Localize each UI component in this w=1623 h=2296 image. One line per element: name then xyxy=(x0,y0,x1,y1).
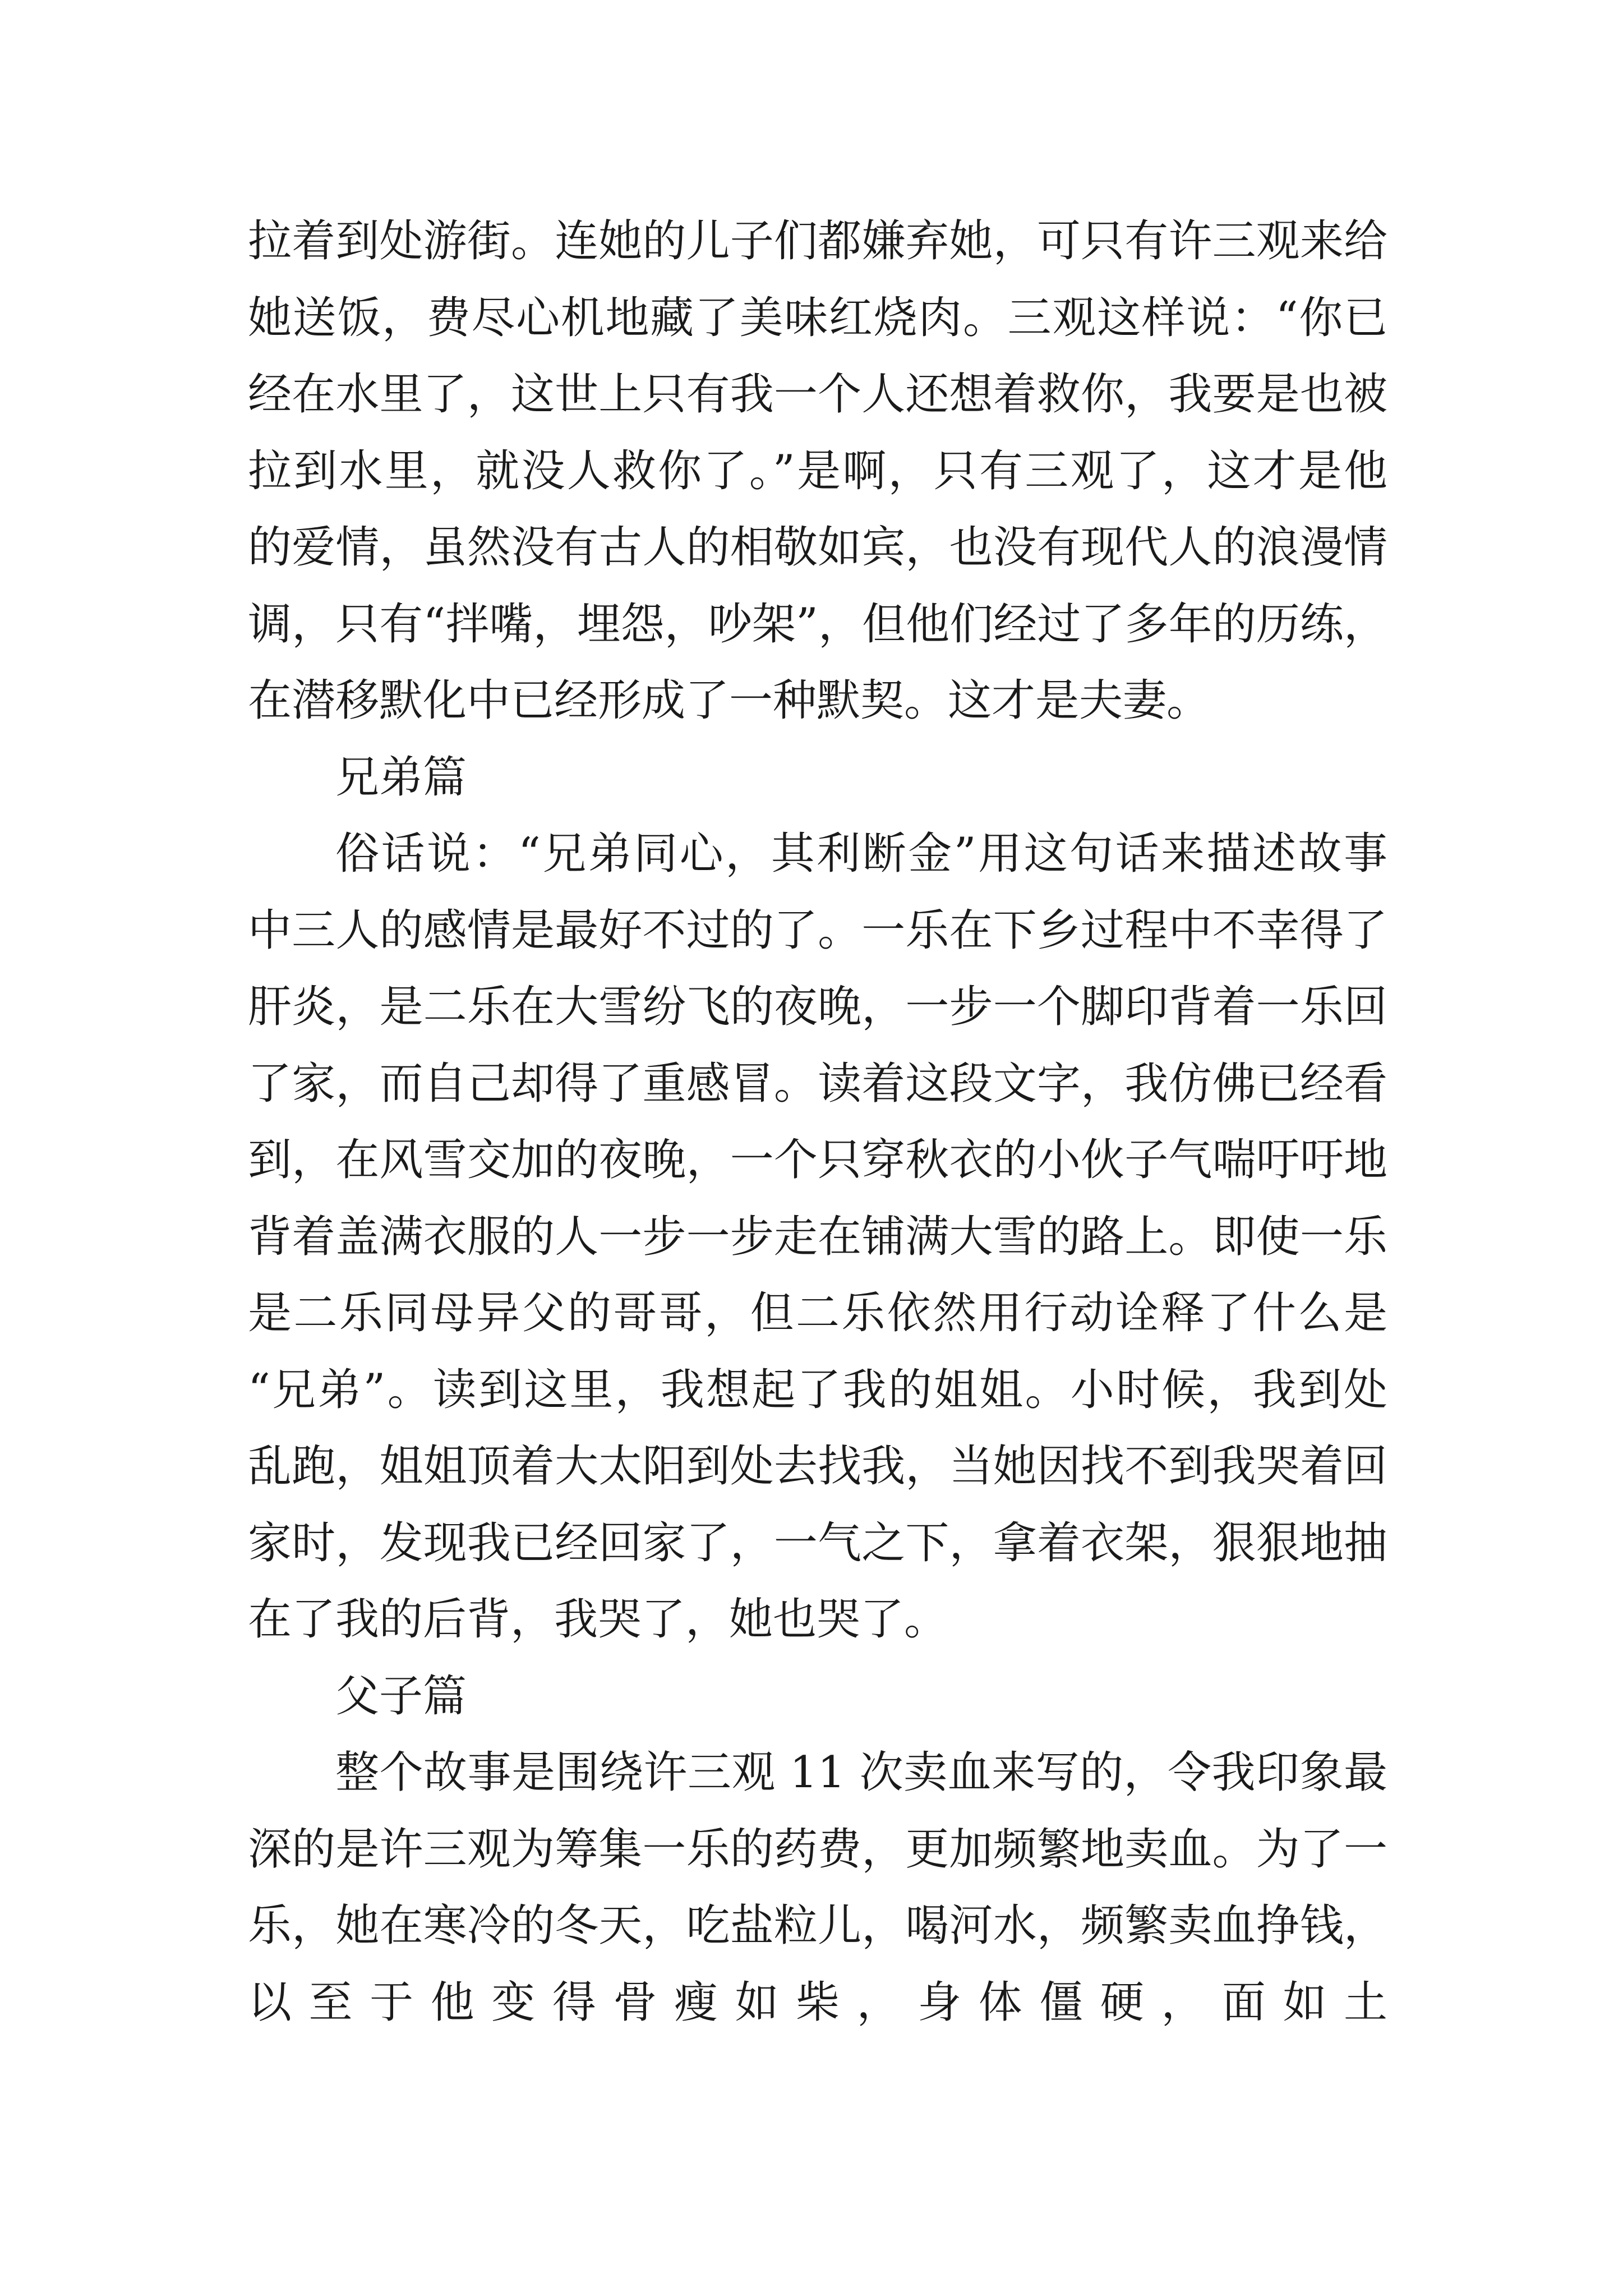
paragraph-line: 以 至 于 他 变 得 骨 瘦 如 柴 ， 身 体 僵 硬 ， 面 如 土 xyxy=(248,1977,1387,2028)
paragraph-line: 调，只有“拌嘴，埋怨，吵架”，但他们经过了多年的历练， xyxy=(248,599,1387,650)
paragraph-line: 背着盖满衣服的人一步一步走在铺满大雪的路上。即使一乐 xyxy=(248,1211,1387,1262)
paragraph-line: 深的是许三观为筹集一乐的药费，更加频繁地卖血。为了一 xyxy=(248,1824,1387,1875)
section-heading-father-son: 父子篇 xyxy=(335,1671,467,1722)
paragraph-line: 了家，而自己却得了重感冒。读着这段文字，我仿佛已经看 xyxy=(248,1058,1387,1109)
section-heading-brothers: 兄弟篇 xyxy=(335,752,467,803)
paragraph-line: 拉着到处游街。连她的儿子们都嫌弃她，可只有许三观来给 xyxy=(248,216,1387,266)
paragraph-line: 的爱情，虽然没有古人的相敬如宾，也没有现代人的浪漫情 xyxy=(248,522,1387,573)
paragraph-line: 在潜移默化中已经形成了一种默契。这才是夫妻。 xyxy=(248,675,1211,726)
paragraph-line: 拉到水里，就没人救你了。”是啊，只有三观了，这才是他 xyxy=(248,445,1387,496)
paragraph-line: 经在水里了，这世上只有我一个人还想着救你，我要是也被 xyxy=(248,369,1387,420)
paragraph-line: 她送饭，费尽心机地藏了美味红烧肉。三观这样说：“你已 xyxy=(248,292,1387,343)
paragraph-line: 乐，她在寒冷的冬天，吃盐粒儿，喝河水，频繁卖血挣钱， xyxy=(248,1901,1387,1951)
paragraph-line: 乱跑，姐姐顶着大太阳到处去找我，当她因找不到我哭着回 xyxy=(248,1441,1387,1492)
essay-body xyxy=(248,203,1387,2041)
paragraph-line: 俗话说：“兄弟同心，其利断金”用这句话来描述故事 xyxy=(335,829,1387,879)
paragraph-line: 肝炎，是二乐在大雪纷飞的夜晚，一步一个脚印背着一乐回 xyxy=(248,982,1387,1032)
paragraph-line: 在了我的后背，我哭了，她也哭了。 xyxy=(248,1594,948,1645)
paragraph-line: 到，在风雪交加的夜晚，一个只穿秋衣的小伙子气喘吁吁地 xyxy=(248,1135,1387,1185)
paragraph-line: 整个故事是围绕许三观 11 次卖血来写的，令我印象最 xyxy=(335,1747,1387,1798)
paragraph-line: “兄弟”。读到这里，我想起了我的姐姐。小时候，我到处 xyxy=(248,1364,1387,1415)
paragraph-line: 中三人的感情是最好不过的了。一乐在下乡过程中不幸得了 xyxy=(248,905,1387,956)
paragraph-line: 家时，发现我已经回家了，一气之下，拿着衣架，狠狠地抽 xyxy=(248,1517,1387,1568)
paragraph-line: 是二乐同母异父的哥哥，但二乐依然用行动诠释了什么是 xyxy=(248,1288,1387,1338)
